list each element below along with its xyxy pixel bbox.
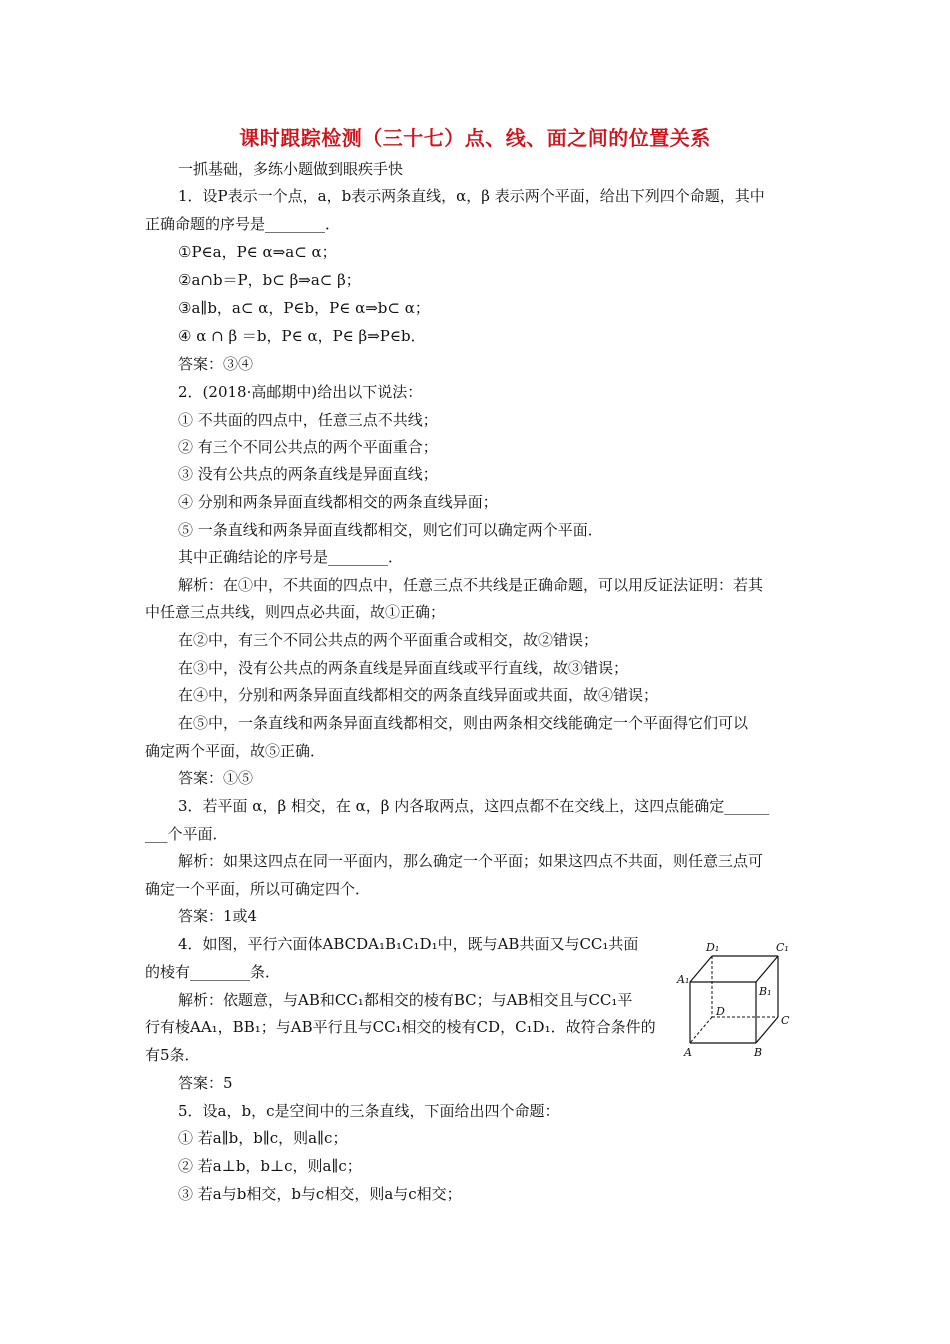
- label-c: C: [781, 1014, 790, 1027]
- label-d: D: [716, 1005, 725, 1018]
- text-line: ___个平面．: [145, 825, 228, 843]
- text-line: ① 不共面的四点中，任意三点不共线；: [178, 411, 438, 429]
- text-line: 确定两个平面，故⑤正确．: [145, 742, 326, 760]
- text-line: 其中正确结论的序号是________．: [178, 548, 404, 566]
- answer-line: 答案：5: [178, 1074, 233, 1092]
- text-line: ② 有三个不同公共点的两个平面重合；: [178, 438, 438, 456]
- text-line: 3．若平面 α，β 相交，在 α，β 内各取两点，这四点都不在交线上，这四点能确定______: [178, 797, 770, 815]
- text-line: ① 若a∥b，b∥c，则a∥c；: [178, 1129, 348, 1147]
- text-line: ④ α ∩ β ＝b，P∈ α，P∈ β⇒P∈b．: [178, 327, 426, 345]
- parallelepiped-diagram: [676, 936, 806, 1066]
- answer-line: 答案：③④: [178, 355, 254, 373]
- text-line: 2．(2018·高邮期中)给出以下说法：: [178, 383, 423, 401]
- label-c1: C₁: [776, 941, 789, 954]
- text-line: 行有棱AA₁，BB₁；与AB平行且与CC₁相交的棱有CD，C₁D₁．故符合条件的: [145, 1018, 656, 1036]
- text-line: 正确命题的序号是________．: [145, 215, 341, 233]
- text-line: ③ 没有公共点的两条直线是异面直线；: [178, 465, 438, 483]
- text-line: 在②中，有三个不同公共点的两个平面重合或相交，故②错误；: [178, 631, 599, 649]
- text-line: ② 若a⊥b，b⊥c，则a∥c；: [178, 1157, 362, 1175]
- text-line: 解析：如果这四点在同一平面内，那么确定一个平面；如果这四点不共面，则任意三点可: [178, 852, 764, 870]
- parallelepiped-figure: [676, 936, 806, 1066]
- text-line: ②a∩b＝P，b⊂ β⇒a⊂ β；: [178, 271, 361, 289]
- text-line: 在⑤中，一条直线和两条异面直线都相交，则由两条相交线能确定一个平面得它们可以: [178, 714, 749, 732]
- text-line: ④ 分别和两条异面直线都相交的两条直线异面；: [178, 493, 498, 511]
- section-subtitle: 一抓基础，多练小题做到眼疾手快: [178, 160, 404, 178]
- text-line: 4．如图，平行六面体ABCDA₁B₁C₁D₁中，既与AB共面又与CC₁共面: [178, 935, 639, 953]
- text-line: 中任意三点共线，则四点必共面，故①正确；: [145, 603, 446, 621]
- text-line: 5．设a，b，c是空间中的三条直线，下面给出四个命题：: [178, 1102, 560, 1120]
- label-a: A: [684, 1046, 692, 1059]
- text-line: 有5条．: [145, 1046, 200, 1064]
- text-line: ①P∈a，P∈ α⇒a⊂ α；: [178, 243, 337, 261]
- text-line: ③ 若a与b相交，b与c相交，则a与c相交；: [178, 1185, 462, 1203]
- text-line: 在④中，分别和两条异面直线都相交的两条直线异面或共面，故④错误；: [178, 686, 659, 704]
- label-b: B: [754, 1046, 763, 1059]
- text-line: 解析：依题意，与AB和CC₁都相交的棱有BC；与AB相交且与CC₁平: [178, 991, 633, 1009]
- answer-line: 答案：①⑤: [178, 769, 254, 787]
- text-line: ⑤ 一条直线和两条异面直线都相交，则它们可以确定两个平面．: [178, 521, 603, 539]
- text-line: 的棱有________条．: [145, 963, 281, 981]
- label-b1: B₁: [759, 985, 772, 998]
- text-line: 确定一个平面，所以可确定四个．: [145, 880, 371, 898]
- label-d1: D₁: [706, 941, 720, 954]
- text-line: ③a∥b，a⊂ α，P∈b，P∈ α⇒b⊂ α；: [178, 299, 430, 317]
- text-line: 1．设P表示一个点，a，b表示两条直线，α，β 表示两个平面，给出下列四个命题，其中: [178, 187, 765, 205]
- label-a1: A₁: [677, 973, 690, 986]
- text-line: 解析：在①中，不共面的四点中，任意三点不共线是正确命题，可以用反证法证明：若其: [178, 576, 764, 594]
- page-title: 课时跟踪检测（三十七）点、线、面之间的位置关系: [239, 126, 711, 150]
- answer-line: 答案：1或4: [178, 907, 258, 925]
- text-line: 在③中，没有公共点的两条直线是异面直线或平行直线，故③错误；: [178, 659, 629, 677]
